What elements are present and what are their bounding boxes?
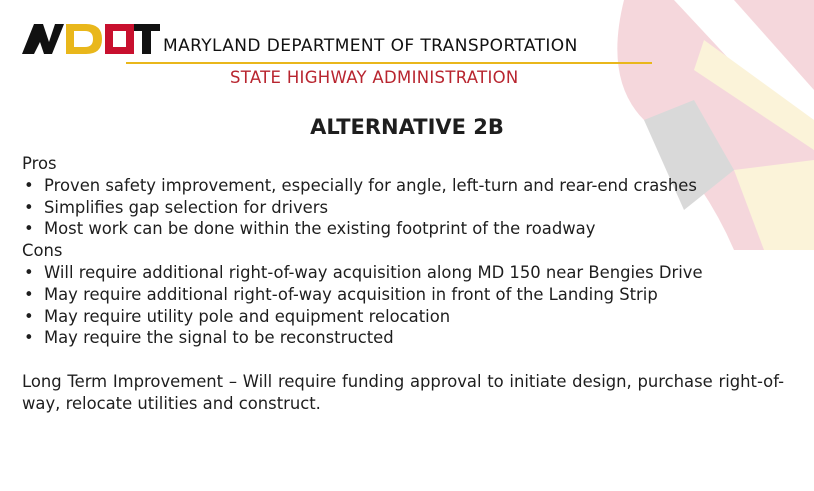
slide-body [22, 153, 784, 415]
list-item: • Proven safety improvement, especially for angle, left-turn and rear-end crashes [22, 175, 784, 197]
list-item: • May require the signal to be reconstructed [22, 327, 784, 349]
list-item: • Will require additional right-of-way acquisition along MD 150 near Bengies Drive [22, 262, 784, 284]
header-divider [126, 62, 652, 64]
slide-title: ALTERNATIVE 2B [310, 115, 504, 139]
mdot-logo [22, 22, 160, 56]
cons-heading: Cons [22, 241, 63, 261]
sub-org-name: STATE HIGHWAY ADMINISTRATION [230, 68, 519, 87]
list-item: • Simplifies gap selection for drivers [22, 197, 784, 219]
pros-list [22, 175, 784, 240]
long-term-note: Long Term Improvement – Will require funding approval to initiate design, purchase right-of-way, relocate utilities and construct. [22, 371, 784, 413]
list-item: • Most work can be done within the existing footprint of the roadway [22, 218, 784, 240]
cons-list [22, 262, 784, 349]
org-name: MARYLAND DEPARTMENT OF TRANSPORTATION [163, 36, 578, 56]
list-item: • May require utility pole and equipment relocation [22, 306, 784, 328]
list-item: • May require additional right-of-way acquisition in front of the Landing Strip [22, 284, 784, 306]
spacer [22, 349, 784, 371]
agency-header [22, 16, 662, 96]
pros-heading: Pros [22, 154, 57, 173]
